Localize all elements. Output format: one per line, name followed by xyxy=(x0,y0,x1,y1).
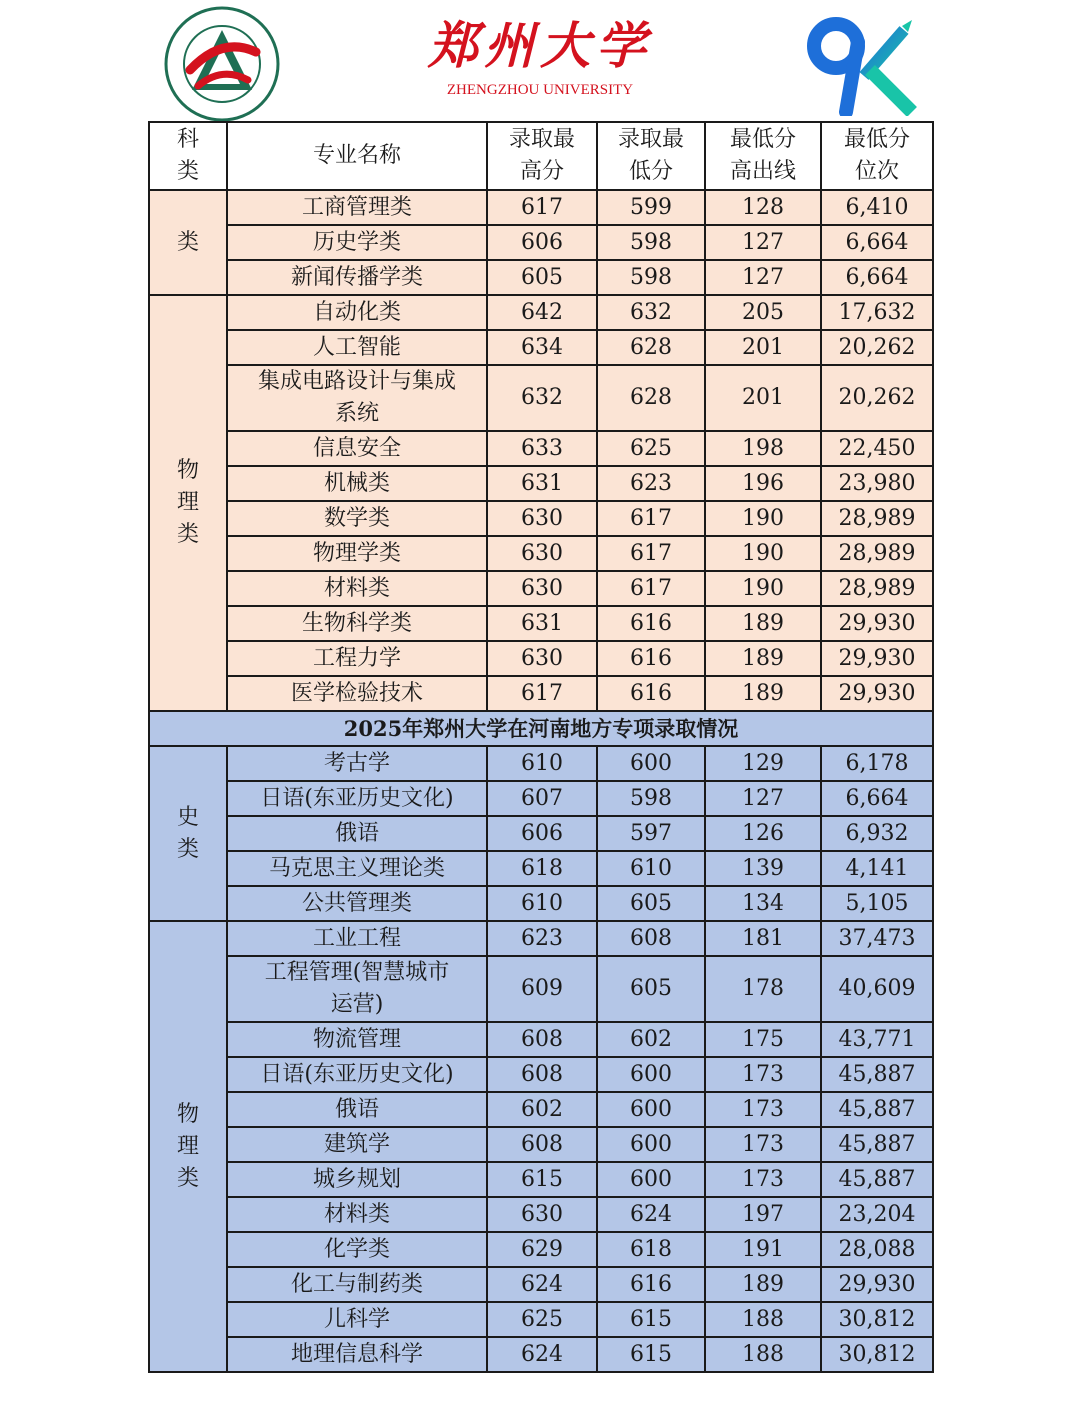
min-score-cell: 605 xyxy=(597,886,705,921)
max-score-cell: 630 xyxy=(487,536,597,571)
max-score-cell: 625 xyxy=(487,1302,597,1337)
min-score-cell: 600 xyxy=(597,746,705,781)
header-min-score: 录取最 低分 xyxy=(597,122,705,190)
min-score-cell: 628 xyxy=(597,330,705,365)
major-name-cell: 化工与制药类 xyxy=(227,1267,487,1302)
table-row xyxy=(149,676,933,711)
major-name-cell: 生物科学类 xyxy=(227,606,487,641)
category-cell: 物 理 类 xyxy=(149,921,227,1372)
max-score-cell: 630 xyxy=(487,641,597,676)
table-row xyxy=(149,606,933,641)
max-score-cell: 630 xyxy=(487,501,597,536)
above-line-cell: 205 xyxy=(705,295,821,330)
min-score-cell: 598 xyxy=(597,260,705,295)
9k-logo-icon xyxy=(806,12,918,116)
min-rank-cell: 43,771 xyxy=(821,1022,933,1057)
min-score-cell: 616 xyxy=(597,1267,705,1302)
major-name-cell: 工业工程 xyxy=(227,921,487,956)
max-score-cell: 602 xyxy=(487,1092,597,1127)
max-score-cell: 608 xyxy=(487,1057,597,1092)
min-score-cell: 600 xyxy=(597,1092,705,1127)
major-name-cell: 工程管理(智慧城市 运营) xyxy=(227,956,487,1022)
min-rank-cell: 22,450 xyxy=(821,431,933,466)
min-rank-cell: 20,262 xyxy=(821,365,933,431)
above-line-cell: 188 xyxy=(705,1302,821,1337)
max-score-cell: 629 xyxy=(487,1232,597,1267)
min-rank-cell: 20,262 xyxy=(821,330,933,365)
max-score-cell: 615 xyxy=(487,1162,597,1197)
min-rank-cell: 6,932 xyxy=(821,816,933,851)
min-score-cell: 615 xyxy=(597,1337,705,1372)
min-score-cell: 597 xyxy=(597,816,705,851)
max-score-cell: 618 xyxy=(487,851,597,886)
table-header-row xyxy=(149,122,933,190)
min-rank-cell: 28,989 xyxy=(821,571,933,606)
above-line-cell: 127 xyxy=(705,781,821,816)
admission-scores-table xyxy=(148,121,934,1373)
max-score-cell: 624 xyxy=(487,1337,597,1372)
above-line-cell: 191 xyxy=(705,1232,821,1267)
above-line-cell: 173 xyxy=(705,1057,821,1092)
min-score-cell: 617 xyxy=(597,536,705,571)
min-rank-cell: 23,980 xyxy=(821,466,933,501)
above-line-cell: 190 xyxy=(705,571,821,606)
major-name-cell: 材料类 xyxy=(227,571,487,606)
category-cell: 类 xyxy=(149,190,227,295)
table-row xyxy=(149,501,933,536)
major-name-cell: 建筑学 xyxy=(227,1127,487,1162)
min-score-cell: 628 xyxy=(597,365,705,431)
header-above-line: 最低分 高出线 xyxy=(705,122,821,190)
table-row xyxy=(149,260,933,295)
major-name-cell: 公共管理类 xyxy=(227,886,487,921)
table-row xyxy=(149,431,933,466)
min-score-cell: 598 xyxy=(597,781,705,816)
table-row xyxy=(149,851,933,886)
min-rank-cell: 45,887 xyxy=(821,1092,933,1127)
major-name-cell: 物理学类 xyxy=(227,536,487,571)
min-rank-cell: 37,473 xyxy=(821,921,933,956)
above-line-cell: 128 xyxy=(705,190,821,225)
major-name-cell: 化学类 xyxy=(227,1232,487,1267)
table-row xyxy=(149,1127,933,1162)
min-score-cell: 617 xyxy=(597,501,705,536)
min-score-cell: 632 xyxy=(597,295,705,330)
min-score-cell: 623 xyxy=(597,466,705,501)
max-score-cell: 633 xyxy=(487,431,597,466)
above-line-cell: 190 xyxy=(705,501,821,536)
max-score-cell: 617 xyxy=(487,190,597,225)
table-row xyxy=(149,641,933,676)
min-score-cell: 615 xyxy=(597,1302,705,1337)
min-rank-cell: 45,887 xyxy=(821,1162,933,1197)
major-name-cell: 马克思主义理论类 xyxy=(227,851,487,886)
major-name-cell: 人工智能 xyxy=(227,330,487,365)
min-score-cell: 600 xyxy=(597,1162,705,1197)
min-rank-cell: 23,204 xyxy=(821,1197,933,1232)
table-row xyxy=(149,746,933,781)
major-name-cell: 历史学类 xyxy=(227,225,487,260)
major-name-cell: 机械类 xyxy=(227,466,487,501)
above-line-cell: 189 xyxy=(705,1267,821,1302)
major-name-cell: 俄语 xyxy=(227,1092,487,1127)
above-line-cell: 189 xyxy=(705,606,821,641)
min-score-cell: 605 xyxy=(597,956,705,1022)
above-line-cell: 201 xyxy=(705,365,821,431)
table-row xyxy=(149,1232,933,1267)
min-rank-cell: 29,930 xyxy=(821,641,933,676)
table-row xyxy=(149,190,933,225)
major-name-cell: 材料类 xyxy=(227,1197,487,1232)
max-score-cell: 610 xyxy=(487,746,597,781)
major-name-cell: 俄语 xyxy=(227,816,487,851)
major-name-cell: 考古学 xyxy=(227,746,487,781)
table-row xyxy=(149,1197,933,1232)
university-title-cn: 郑州大学 xyxy=(428,16,652,75)
max-score-cell: 606 xyxy=(487,225,597,260)
min-rank-cell: 30,812 xyxy=(821,1337,933,1372)
table-row xyxy=(149,781,933,816)
min-rank-cell: 6,664 xyxy=(821,781,933,816)
above-line-cell: 173 xyxy=(705,1092,821,1127)
above-line-cell: 196 xyxy=(705,466,821,501)
table-row xyxy=(149,295,933,330)
header-category: 科 类 xyxy=(149,122,227,190)
min-rank-cell: 4,141 xyxy=(821,851,933,886)
major-name-cell: 地理信息科学 xyxy=(227,1337,487,1372)
major-name-cell: 日语(东亚历史文化) xyxy=(227,1057,487,1092)
max-score-cell: 630 xyxy=(487,571,597,606)
min-score-cell: 624 xyxy=(597,1197,705,1232)
above-line-cell: 175 xyxy=(705,1022,821,1057)
table-row xyxy=(149,1092,933,1127)
header-major: 专业名称 xyxy=(227,122,487,190)
major-name-cell: 信息安全 xyxy=(227,431,487,466)
university-title-en: ZHENGZHOU UNIVERSITY xyxy=(446,82,634,98)
major-name-cell: 数学类 xyxy=(227,501,487,536)
min-rank-cell: 6,410 xyxy=(821,190,933,225)
min-rank-cell: 45,887 xyxy=(821,1127,933,1162)
min-score-cell: 617 xyxy=(597,571,705,606)
min-rank-cell: 29,930 xyxy=(821,1267,933,1302)
max-score-cell: 624 xyxy=(487,1267,597,1302)
min-rank-cell: 28,989 xyxy=(821,501,933,536)
min-score-cell: 608 xyxy=(597,921,705,956)
major-name-cell: 日语(东亚历史文化) xyxy=(227,781,487,816)
table-row xyxy=(149,466,933,501)
table-row xyxy=(149,225,933,260)
min-rank-cell: 29,930 xyxy=(821,606,933,641)
table-row xyxy=(149,365,933,431)
max-score-cell: 608 xyxy=(487,1022,597,1057)
above-line-cell: 198 xyxy=(705,431,821,466)
section-title-row xyxy=(149,711,933,746)
above-line-cell: 201 xyxy=(705,330,821,365)
major-name-cell: 医学检验技术 xyxy=(227,676,487,711)
header-min-rank: 最低分 位次 xyxy=(821,122,933,190)
table-row xyxy=(149,1057,933,1092)
table-row xyxy=(149,1337,933,1372)
min-rank-cell: 45,887 xyxy=(821,1057,933,1092)
table-row xyxy=(149,1302,933,1337)
max-score-cell: 607 xyxy=(487,781,597,816)
above-line-cell: 126 xyxy=(705,816,821,851)
table-row xyxy=(149,1022,933,1057)
min-score-cell: 616 xyxy=(597,641,705,676)
major-name-cell: 工商管理类 xyxy=(227,190,487,225)
major-name-cell: 新闻传播学类 xyxy=(227,260,487,295)
max-score-cell: 642 xyxy=(487,295,597,330)
page-header xyxy=(0,0,1080,122)
min-score-cell: 625 xyxy=(597,431,705,466)
above-line-cell: 129 xyxy=(705,746,821,781)
section-title: 2025年郑州大学在河南地方专项录取情况 xyxy=(149,711,933,746)
min-rank-cell: 6,178 xyxy=(821,746,933,781)
max-score-cell: 630 xyxy=(487,1197,597,1232)
min-score-cell: 600 xyxy=(597,1057,705,1092)
table-body xyxy=(149,190,933,1372)
major-name-cell: 自动化类 xyxy=(227,295,487,330)
table-row xyxy=(149,921,933,956)
max-score-cell: 631 xyxy=(487,606,597,641)
major-name-cell: 城乡规划 xyxy=(227,1162,487,1197)
min-score-cell: 602 xyxy=(597,1022,705,1057)
above-line-cell: 127 xyxy=(705,225,821,260)
above-line-cell: 188 xyxy=(705,1337,821,1372)
above-line-cell: 139 xyxy=(705,851,821,886)
min-rank-cell: 29,930 xyxy=(821,676,933,711)
major-name-cell: 物流管理 xyxy=(227,1022,487,1057)
min-rank-cell: 40,609 xyxy=(821,956,933,1022)
table-row xyxy=(149,886,933,921)
min-score-cell: 598 xyxy=(597,225,705,260)
above-line-cell: 189 xyxy=(705,676,821,711)
above-line-cell: 127 xyxy=(705,260,821,295)
min-score-cell: 610 xyxy=(597,851,705,886)
table-row xyxy=(149,571,933,606)
above-line-cell: 173 xyxy=(705,1127,821,1162)
zhengzhou-university-seal-icon xyxy=(160,6,284,122)
max-score-cell: 608 xyxy=(487,1127,597,1162)
category-cell: 史 类 xyxy=(149,746,227,921)
table-row xyxy=(149,330,933,365)
above-line-cell: 197 xyxy=(705,1197,821,1232)
min-rank-cell: 17,632 xyxy=(821,295,933,330)
above-line-cell: 178 xyxy=(705,956,821,1022)
min-rank-cell: 6,664 xyxy=(821,260,933,295)
above-line-cell: 190 xyxy=(705,536,821,571)
min-score-cell: 618 xyxy=(597,1232,705,1267)
min-rank-cell: 28,989 xyxy=(821,536,933,571)
max-score-cell: 610 xyxy=(487,886,597,921)
max-score-cell: 605 xyxy=(487,260,597,295)
max-score-cell: 634 xyxy=(487,330,597,365)
table-row xyxy=(149,956,933,1022)
max-score-cell: 623 xyxy=(487,921,597,956)
max-score-cell: 609 xyxy=(487,956,597,1022)
max-score-cell: 631 xyxy=(487,466,597,501)
table-row xyxy=(149,1267,933,1302)
header-max-score: 录取最 高分 xyxy=(487,122,597,190)
max-score-cell: 606 xyxy=(487,816,597,851)
major-name-cell: 集成电路设计与集成 系统 xyxy=(227,365,487,431)
min-score-cell: 599 xyxy=(597,190,705,225)
min-rank-cell: 5,105 xyxy=(821,886,933,921)
above-line-cell: 181 xyxy=(705,921,821,956)
major-name-cell: 儿科学 xyxy=(227,1302,487,1337)
min-score-cell: 616 xyxy=(597,676,705,711)
max-score-cell: 632 xyxy=(487,365,597,431)
major-name-cell: 工程力学 xyxy=(227,641,487,676)
category-cell: 物 理 类 xyxy=(149,295,227,711)
table-row xyxy=(149,536,933,571)
above-line-cell: 134 xyxy=(705,886,821,921)
above-line-cell: 189 xyxy=(705,641,821,676)
max-score-cell: 617 xyxy=(487,676,597,711)
table-row xyxy=(149,816,933,851)
min-rank-cell: 28,088 xyxy=(821,1232,933,1267)
min-rank-cell: 30,812 xyxy=(821,1302,933,1337)
min-score-cell: 600 xyxy=(597,1127,705,1162)
above-line-cell: 173 xyxy=(705,1162,821,1197)
min-score-cell: 616 xyxy=(597,606,705,641)
table-row xyxy=(149,1162,933,1197)
min-rank-cell: 6,664 xyxy=(821,225,933,260)
